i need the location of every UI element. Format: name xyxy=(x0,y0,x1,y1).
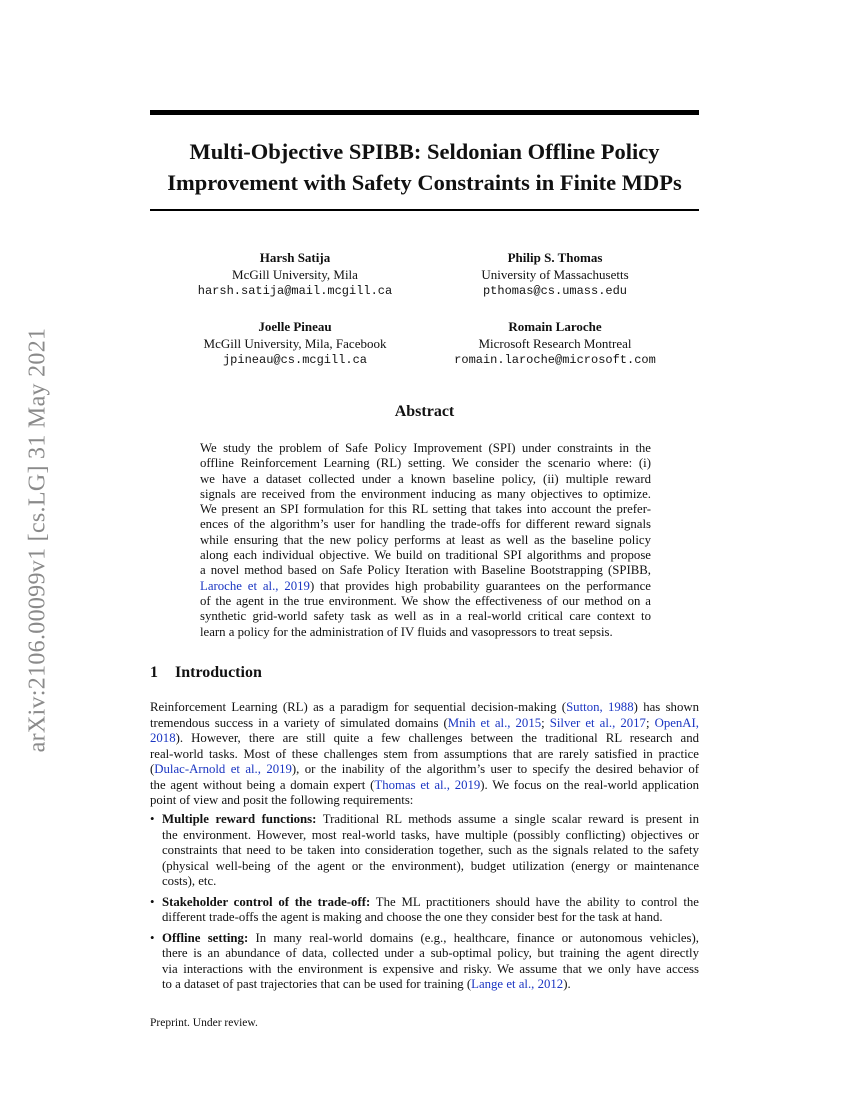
abstract-line: while ensuring that the new policy performs at least as well as the baseline policy xyxy=(200,532,651,547)
list-line xyxy=(162,812,699,828)
paragraph-text: tremendous success in a variety of simulated domains ( xyxy=(150,715,448,730)
list-text: to a dataset of past trajectories that can be used for training ( xyxy=(162,977,472,991)
author-name: Philip S. Thomas xyxy=(507,250,603,265)
author-name: Harsh Satija xyxy=(259,250,331,265)
abstract-heading: Abstract xyxy=(394,403,455,420)
list-item xyxy=(150,895,699,926)
paragraph-line xyxy=(150,778,699,794)
paragraph-line xyxy=(150,716,699,732)
arxiv-sidebar-stamp xyxy=(8,290,68,790)
bullet-icon: • xyxy=(150,930,155,945)
list-line: the environment. However, most real-world tasks, have multiple (possibly conflicting) objectives or xyxy=(162,827,699,842)
list-line xyxy=(162,977,699,993)
list-item xyxy=(150,812,699,890)
list-item xyxy=(150,931,699,993)
list-line xyxy=(162,931,699,947)
citation-link[interactable]: 2018 xyxy=(150,731,176,745)
abstract-line: learn a policy for the administration of IV fluids and vasopressors to treat sepsis. xyxy=(200,624,613,639)
citation-link[interactable]: Laroche et al., 2019 xyxy=(200,578,310,593)
list-item-label: Offline setting: xyxy=(162,930,249,945)
list-text: The ML practitioners should have the ability to control the xyxy=(370,894,699,909)
author-block xyxy=(160,318,430,369)
author-affiliation: University of Massachusetts xyxy=(481,267,629,282)
abstract-body xyxy=(200,441,651,640)
abstract-line: We present an SPI formulation for this RL setting that takes into account the prefer- xyxy=(200,502,651,517)
paragraph-text: ). We focus on the real-world application xyxy=(480,777,699,792)
title-line-2: Improvement with Safety Constraints in Finite MDPs xyxy=(167,170,682,195)
introduction-paragraph xyxy=(150,700,699,809)
abstract-line: ences of the algorithm’s user for handling the trade-offs for different reward signals xyxy=(200,517,651,532)
list-item-label: Stakeholder control of the trade-off: xyxy=(162,894,371,909)
bullet-icon: • xyxy=(150,894,155,909)
abstract-line: a novel method based on Safe Policy Iteration with Baseline Bootstrapping (SPIBB, xyxy=(200,563,651,578)
list-line xyxy=(162,895,699,911)
abstract-line: of the agent in the true environment. We show the effectiveness of our method on a xyxy=(200,593,651,608)
list-line: there is an abundance of data, collected under a sub-optimal policy, but training the agent directly xyxy=(162,946,699,960)
paragraph-line: real-world tasks. Most of these challenges stem from assumptions that are rarely satisfied in practice xyxy=(150,746,699,761)
author-affiliation: McGill University, Mila xyxy=(232,267,358,282)
list-line: different trade-offs the agent is making and choose the one they consider best for the task at hand. xyxy=(162,910,663,924)
title-bottom-rule xyxy=(150,209,699,211)
paragraph-line: point of view and posit the following requirements: xyxy=(150,793,414,807)
paragraph-text: Reinforcement Learning (RL) as a paradigm for sequential decision-making ( xyxy=(150,700,567,714)
author-name: Romain Laroche xyxy=(508,319,602,334)
author-block xyxy=(430,318,680,369)
paragraph-line xyxy=(150,700,699,716)
author-email[interactable]: romain.laroche@microsoft.com xyxy=(454,353,656,367)
list-text: Traditional RL methods assume a single scalar reward is present in xyxy=(316,812,699,826)
citation-link[interactable]: Mnih et al., 2015 xyxy=(447,715,542,730)
citation-link[interactable]: Lange et al., 2012 xyxy=(471,977,564,991)
paragraph-text: ) has shown xyxy=(633,700,699,714)
section-number: 1 xyxy=(150,664,158,681)
paragraph-text: ; xyxy=(541,715,550,730)
arxiv-identifier[interactable]: arXiv:2106.00099v1 [cs.LG] 31 May 2021 xyxy=(24,327,51,753)
paragraph-line xyxy=(150,762,699,778)
list-text: ). xyxy=(563,977,571,991)
paragraph-text: ; xyxy=(645,715,655,730)
list-line: via interactions with the environment is expensive and risky. We assume that we only have access xyxy=(162,961,699,976)
list-line: constraints that need to be taken into consideration together, such as the signals related to the safety xyxy=(162,843,699,857)
author-name: Joelle Pineau xyxy=(258,319,332,334)
list-line: (physical well-being of the agent or the environment), budget utilization (energy or maintenance xyxy=(162,858,699,873)
author-affiliation: McGill University, Mila, Facebook xyxy=(203,336,387,351)
abstract-line: signals are received from the environment inducing as many objectives to optimize. xyxy=(200,486,651,501)
list-text: In many real-world domains (e.g., healthcare, finance or autonomous vehicles), xyxy=(248,930,699,945)
title-top-rule xyxy=(150,110,699,115)
author-email[interactable]: jpineau@cs.mcgill.ca xyxy=(222,353,368,367)
abstract-line: offline Reinforcement Learning (RL) setting. We consider the scenario where: (i) xyxy=(200,456,651,471)
requirements-list xyxy=(150,812,699,998)
abstract-line xyxy=(200,579,651,594)
citation-link[interactable]: Silver et al., 2017 xyxy=(549,715,646,730)
paper-title xyxy=(150,136,699,198)
author-email[interactable]: pthomas@cs.umass.edu xyxy=(482,284,628,298)
abstract-line: we have a dataset collected under a known baseline policy, (ii) multiple reward xyxy=(200,471,651,486)
author-affiliation: Microsoft Research Montreal xyxy=(478,336,632,351)
title-line-1: Multi-Objective SPIBB: Seldonian Offline Policy xyxy=(189,139,660,164)
section-title: Introduction xyxy=(175,664,262,681)
section-heading-introduction xyxy=(150,664,262,682)
paragraph-line xyxy=(150,731,699,747)
list-line: costs), etc. xyxy=(162,874,217,888)
paragraph-text: the agent without being a domain expert ( xyxy=(150,777,375,792)
author-email[interactable]: harsh.satija@mail.mcgill.ca xyxy=(197,284,393,298)
abstract-line: We study the problem of Safe Policy Improvement (SPI) under constraints in the xyxy=(200,441,651,455)
abstract-text: ) that provides high probability guarantees on the performance xyxy=(309,578,651,593)
paragraph-text: ). However, there are still quite a few challenges between the traditional RL research and xyxy=(175,731,699,745)
citation-link[interactable]: Thomas et al., 2019 xyxy=(374,777,481,792)
bullet-icon: • xyxy=(150,812,155,826)
paragraph-text: ), or the inability of the algorithm’s user to specify the desired behavior of xyxy=(291,762,699,776)
list-item-label: Multiple reward functions: xyxy=(162,812,317,826)
citation-link[interactable]: Sutton, 1988 xyxy=(566,700,634,714)
citation-link[interactable]: OpenAI, xyxy=(654,715,699,730)
author-block xyxy=(430,249,680,300)
abstract-line: along each individual objective. We build on traditional SPI algorithms and propose xyxy=(200,548,651,563)
citation-link[interactable]: Dulac-Arnold et al., 2019 xyxy=(154,762,292,776)
author-block xyxy=(160,249,430,300)
abstract-line: synthetic grid-world safety task as well as in a real-world critical care context to xyxy=(200,609,651,624)
preprint-footer: Preprint. Under review. xyxy=(150,1017,258,1029)
paragraph-text: ( xyxy=(150,762,155,776)
